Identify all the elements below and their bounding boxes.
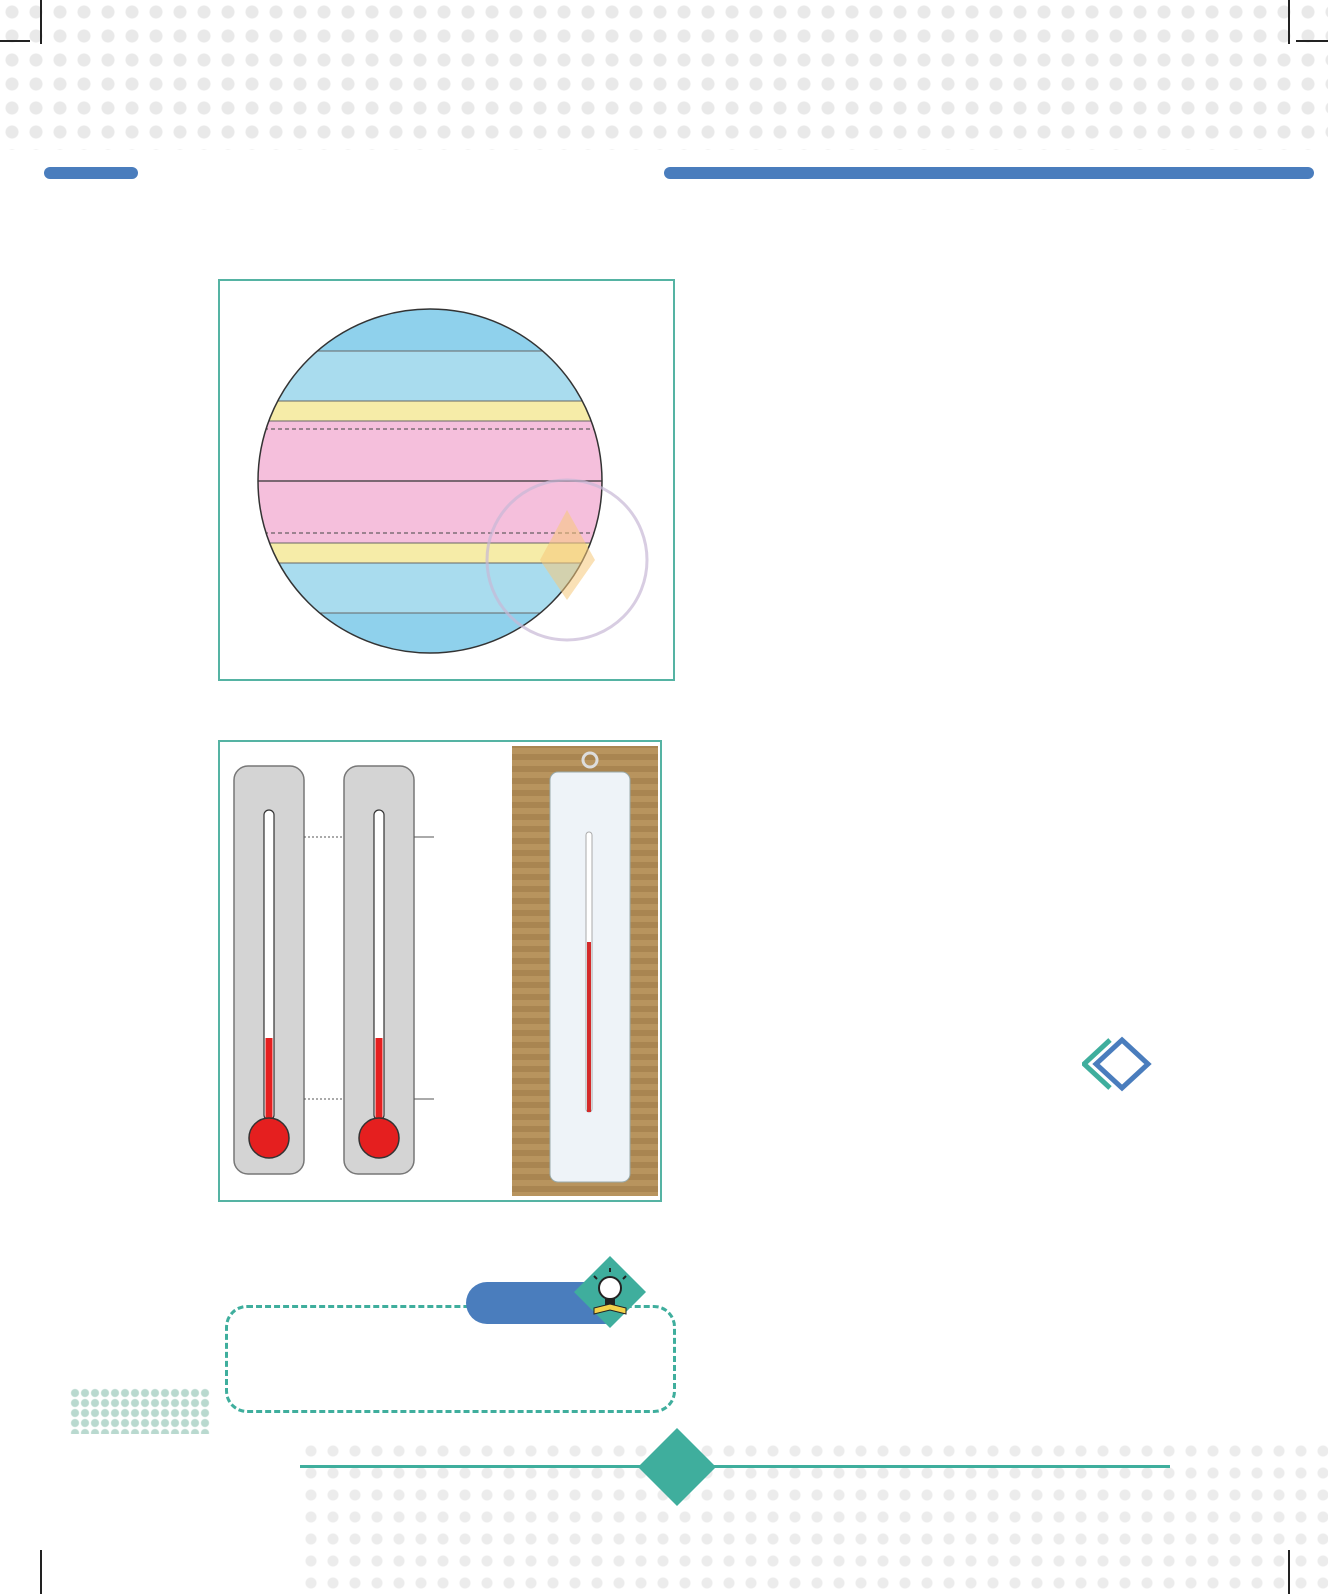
- crop-mark: [40, 1550, 42, 1594]
- crop-mark: [0, 40, 30, 42]
- diamond-icon: [1082, 1036, 1152, 1092]
- lightbulb-icon: [570, 1252, 650, 1332]
- footer-line: [300, 1465, 1170, 1468]
- header-dots-pattern: [0, 0, 1328, 150]
- crop-mark: [1288, 1550, 1290, 1594]
- thermometer-diagram: [220, 742, 660, 1200]
- ministry-logo-dots: [70, 1388, 210, 1434]
- watermark-logo: [485, 450, 1150, 670]
- thermometer-figure: [218, 740, 662, 1202]
- header-bar-right: [664, 167, 1314, 179]
- header-bar-left: [44, 167, 138, 179]
- footer-dots-pattern: [300, 1440, 1328, 1594]
- crop-mark: [40, 0, 42, 44]
- page-number-badge: [636, 1426, 718, 1508]
- ministry-logo: [70, 1388, 220, 1518]
- crop-mark: [1288, 0, 1290, 44]
- crop-mark: [1296, 40, 1328, 42]
